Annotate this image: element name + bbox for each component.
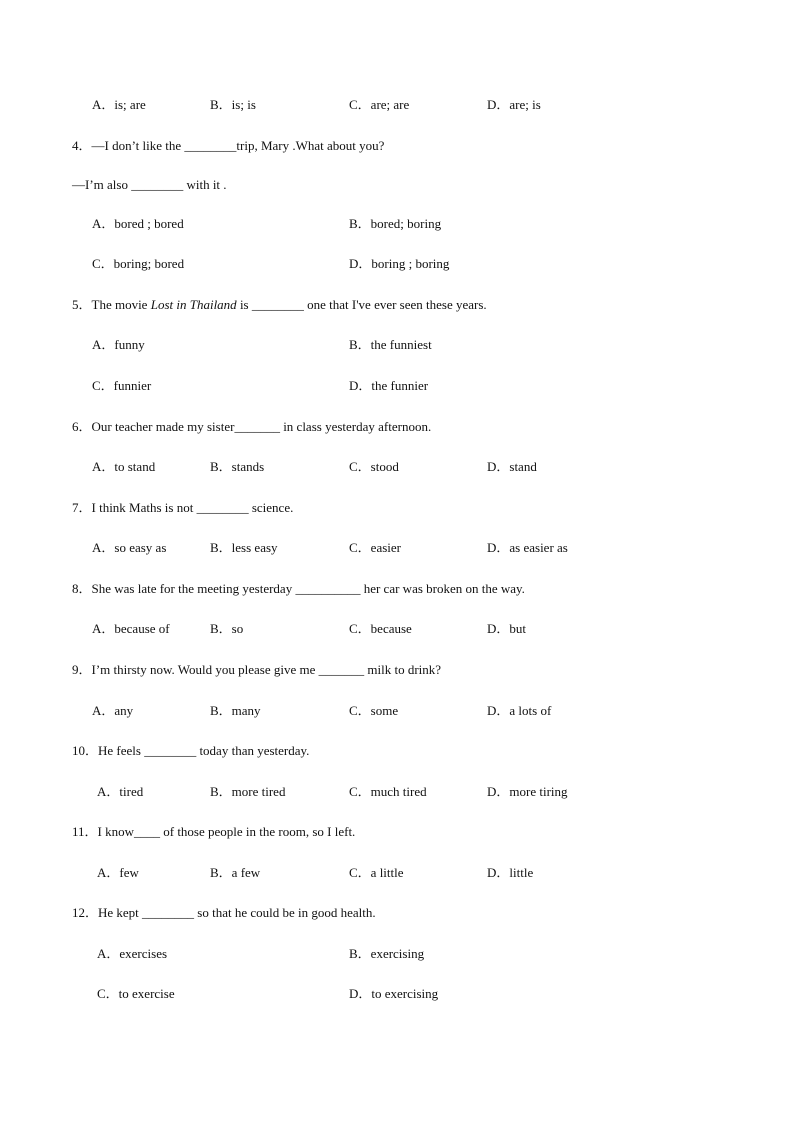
q5-stem-pre: 5．The movie <box>72 297 151 312</box>
q9-option-c: C．some <box>349 703 399 718</box>
q11-option-d: D．little <box>487 865 534 880</box>
q5-option-d: D．the funnier <box>349 378 429 393</box>
q10-stem: 10．He feels ________ today than yesterday. <box>72 743 310 758</box>
q3-option-c: C．are; are <box>349 97 410 112</box>
q5-stem <box>72 297 487 313</box>
q6-option-d: D．stand <box>487 459 537 474</box>
q10-option-b: B．more tired <box>210 784 286 799</box>
q4-option-c: C．boring; bored <box>92 256 185 271</box>
q10-option-a: A．tired <box>97 784 144 799</box>
q3-option-b: B．is; is <box>210 97 256 112</box>
q8-stem: 8．She was late for the meeting yesterday __________ her car was broken on the way. <box>72 581 525 596</box>
q5-movie-title: Lost in Thailand <box>150 297 237 312</box>
q5-option-c: C．funnier <box>92 378 152 393</box>
q11-option-b: B．a few <box>210 865 261 880</box>
q10-option-d: D．more tiring <box>487 784 568 799</box>
q4-stem-line2: —I’m also ________ with it . <box>72 177 227 192</box>
q6-option-a: A．to stand <box>92 459 156 474</box>
q12-option-c: C．to exercise <box>97 986 175 1001</box>
q7-option-c: C．easier <box>349 540 401 555</box>
q6-option-b: B．stands <box>210 459 265 474</box>
q9-option-a: A．any <box>92 703 134 718</box>
q12-stem: 12．He kept ________ so that he could be in good health. <box>72 905 376 920</box>
q9-option-b: B．many <box>210 703 261 718</box>
q12-option-b: B．exercising <box>349 946 425 961</box>
q8-option-d: D．but <box>487 621 527 636</box>
q11-stem: 11．I know____ of those people in the room, so I left. <box>72 824 356 839</box>
q7-option-b: B．less easy <box>210 540 278 555</box>
q7-option-a: A．so easy as <box>92 540 167 555</box>
q11-option-a: A．few <box>97 865 139 880</box>
q11-option-c: C．a little <box>349 865 404 880</box>
q4-option-d: D．boring ; boring <box>349 256 450 271</box>
q8-option-c: C．because <box>349 621 412 636</box>
q4-option-a: A．bored ; bored <box>92 216 184 231</box>
q3-option-a: A．is; are <box>92 97 146 112</box>
q7-stem: 7．I think Maths is not ________ science. <box>72 500 294 515</box>
q10-option-c: C．much tired <box>349 784 427 799</box>
q6-stem: 6．Our teacher made my sister_______ in class yesterday afternoon. <box>72 419 432 434</box>
q3-option-d: D．are; is <box>487 97 541 112</box>
q5-option-a: A．funny <box>92 337 145 352</box>
q5-stem-post: is ________ one that I've ever seen these years. <box>236 297 487 312</box>
q8-option-a: A．because of <box>92 621 170 636</box>
q9-stem: 9．I’m thirsty now. Would you please give me _______ milk to drink? <box>72 662 442 677</box>
q6-option-c: C．stood <box>349 459 399 474</box>
q5-option-b: B．the funniest <box>349 337 432 352</box>
q12-option-a: A．exercises <box>97 946 168 961</box>
q8-option-b: B．so <box>210 621 244 636</box>
q7-option-d: D．as easier as <box>487 540 568 555</box>
q12-option-d: D．to exercising <box>349 986 439 1001</box>
q9-option-d: D．a lots of <box>487 703 552 718</box>
q4-option-b: B．bored; boring <box>349 216 442 231</box>
q4-stem-line1: 4．—I don’t like the ________trip, Mary .What about you? <box>72 138 385 153</box>
